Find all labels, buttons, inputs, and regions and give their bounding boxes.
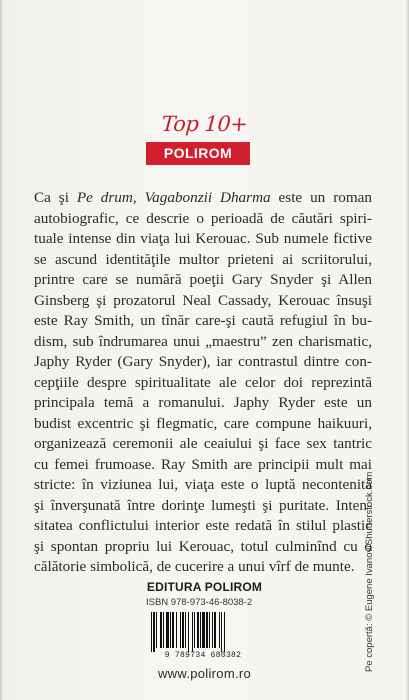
isbn-text: ISBN 978-973-46-8038-2 (146, 597, 253, 608)
book-blurb (34, 188, 372, 578)
blurb-line (34, 516, 372, 537)
blurb-line (34, 188, 372, 209)
barcode-bar (194, 612, 195, 648)
blurb-text: călătorie simbolică, de cucerire a unui vîrf de munte. (34, 558, 355, 575)
blurb-line (34, 393, 372, 414)
cover-credit: Pe copertă: © Eugene Ivanov/Shutterstock.com (364, 471, 375, 672)
barcode-bar (221, 612, 222, 652)
barcode-bar (224, 612, 225, 652)
blurb-text: este Ray Smith, un tînăr care-şi caută refugiul în bu- (34, 312, 372, 329)
barcode-bar (163, 612, 164, 648)
barcode-bar (188, 612, 189, 652)
blurb-line (34, 250, 372, 271)
barcode (145, 612, 261, 654)
blurb-line (34, 332, 372, 353)
blurb-text: organizează ceremonii ale ceaiului şi face sex tantric (34, 435, 372, 452)
barcode-bar (160, 612, 162, 648)
blurb-line (34, 434, 372, 455)
blurb-text: Japhy Ryder (Gary Snyder), iar contrastul dintre con- (34, 353, 372, 370)
barcode-bar (172, 612, 174, 648)
blurb-text: se ascund identităţile multor prieteni ai scriitorului, (34, 250, 372, 268)
blurb-text: principala temă a romanului. Japhy Ryder este un (34, 394, 372, 411)
barcode-bar (202, 612, 205, 648)
blurb-line (34, 352, 372, 373)
blurb-line (34, 270, 372, 291)
blurb-text: sitatea conflictului interior este redată în stilul plastic (34, 517, 372, 534)
blurb-line (34, 537, 372, 558)
cover-left-edge (0, 0, 3, 700)
blurb-line (34, 414, 372, 435)
blurb-text: , (132, 189, 145, 206)
blurb-text: este un roman (270, 189, 372, 206)
barcode-bar (197, 612, 199, 648)
barcode-bar (182, 612, 184, 648)
blurb-line (34, 475, 372, 496)
barcode-bar (170, 612, 171, 648)
barcode-bar (192, 612, 193, 652)
blurb-line (34, 373, 372, 394)
blurb-line (34, 557, 372, 578)
barcode-bar (200, 612, 201, 648)
barcode-bar (206, 612, 208, 648)
blurb-text: autobiografic, ce descrie o perioadă de căutări spiri- (34, 209, 372, 227)
blurb-text: Ca şi (34, 189, 77, 206)
blurb-text: şi înverşunată între dorinţe lumeşti şi puritate. Inten- (34, 496, 372, 514)
blurb-line (34, 496, 372, 517)
blurb-text: cu femei frumoase. Ray Smith are principii mult mai (34, 455, 372, 473)
blurb-text: printre care se numără poeţii Gary Snyder şi Allen (34, 271, 372, 288)
barcode-icon (145, 612, 261, 652)
blurb-line (34, 455, 372, 476)
barcode-bar (176, 612, 177, 648)
barcode-bar (185, 612, 186, 648)
blurb-text: dism, sub îndrumarea unui „maestru” zen charismatic, (34, 332, 372, 350)
blurb-text: stricte: în viziunea lui, viaţa este o luptă necontenită (34, 476, 372, 493)
publisher-website: www.polirom.ro (157, 666, 252, 681)
barcode-bar (153, 612, 155, 652)
blurb-line (34, 311, 372, 332)
barcode-bar (180, 612, 181, 648)
blurb-line (34, 229, 372, 250)
blurb-text: budist excentric şi flegmatic, care compune haikuuri, (34, 414, 372, 432)
blurb-line (34, 291, 372, 312)
blurb-line (34, 209, 372, 230)
publisher-name: EDITURA POLIROM (146, 580, 263, 594)
blurb-text: Ginsberg şi prozatorul Neal Cassady, Kerouac însuşi (34, 291, 372, 309)
barcode-bar (156, 612, 157, 648)
blurb-text: şi spontan propriu lui Kerouac, totul culminînd cu o (34, 537, 372, 555)
barcode-bar (214, 612, 216, 648)
publisher-logo-box: POLIROM (146, 142, 250, 165)
barcode-bar (212, 612, 213, 648)
blurb-title-italic: Pe drum (76, 189, 133, 206)
barcode-bar (166, 612, 169, 648)
barcode-bar (219, 612, 220, 648)
blurb-text: tuale intense din viaţa lui Kerouac. Sub numele fictive (34, 230, 372, 247)
blurb-text: cepţiile despre spiritualitate ale celor doi reprezintă (34, 373, 372, 391)
barcode-digits: 9 789734 680382 (164, 651, 242, 660)
barcode-bar (209, 612, 210, 648)
blurb-title-italic: Vagabonzii Dharma (144, 189, 271, 206)
series-badge: Top 10+ (160, 112, 249, 136)
barcode-bar (151, 612, 152, 652)
